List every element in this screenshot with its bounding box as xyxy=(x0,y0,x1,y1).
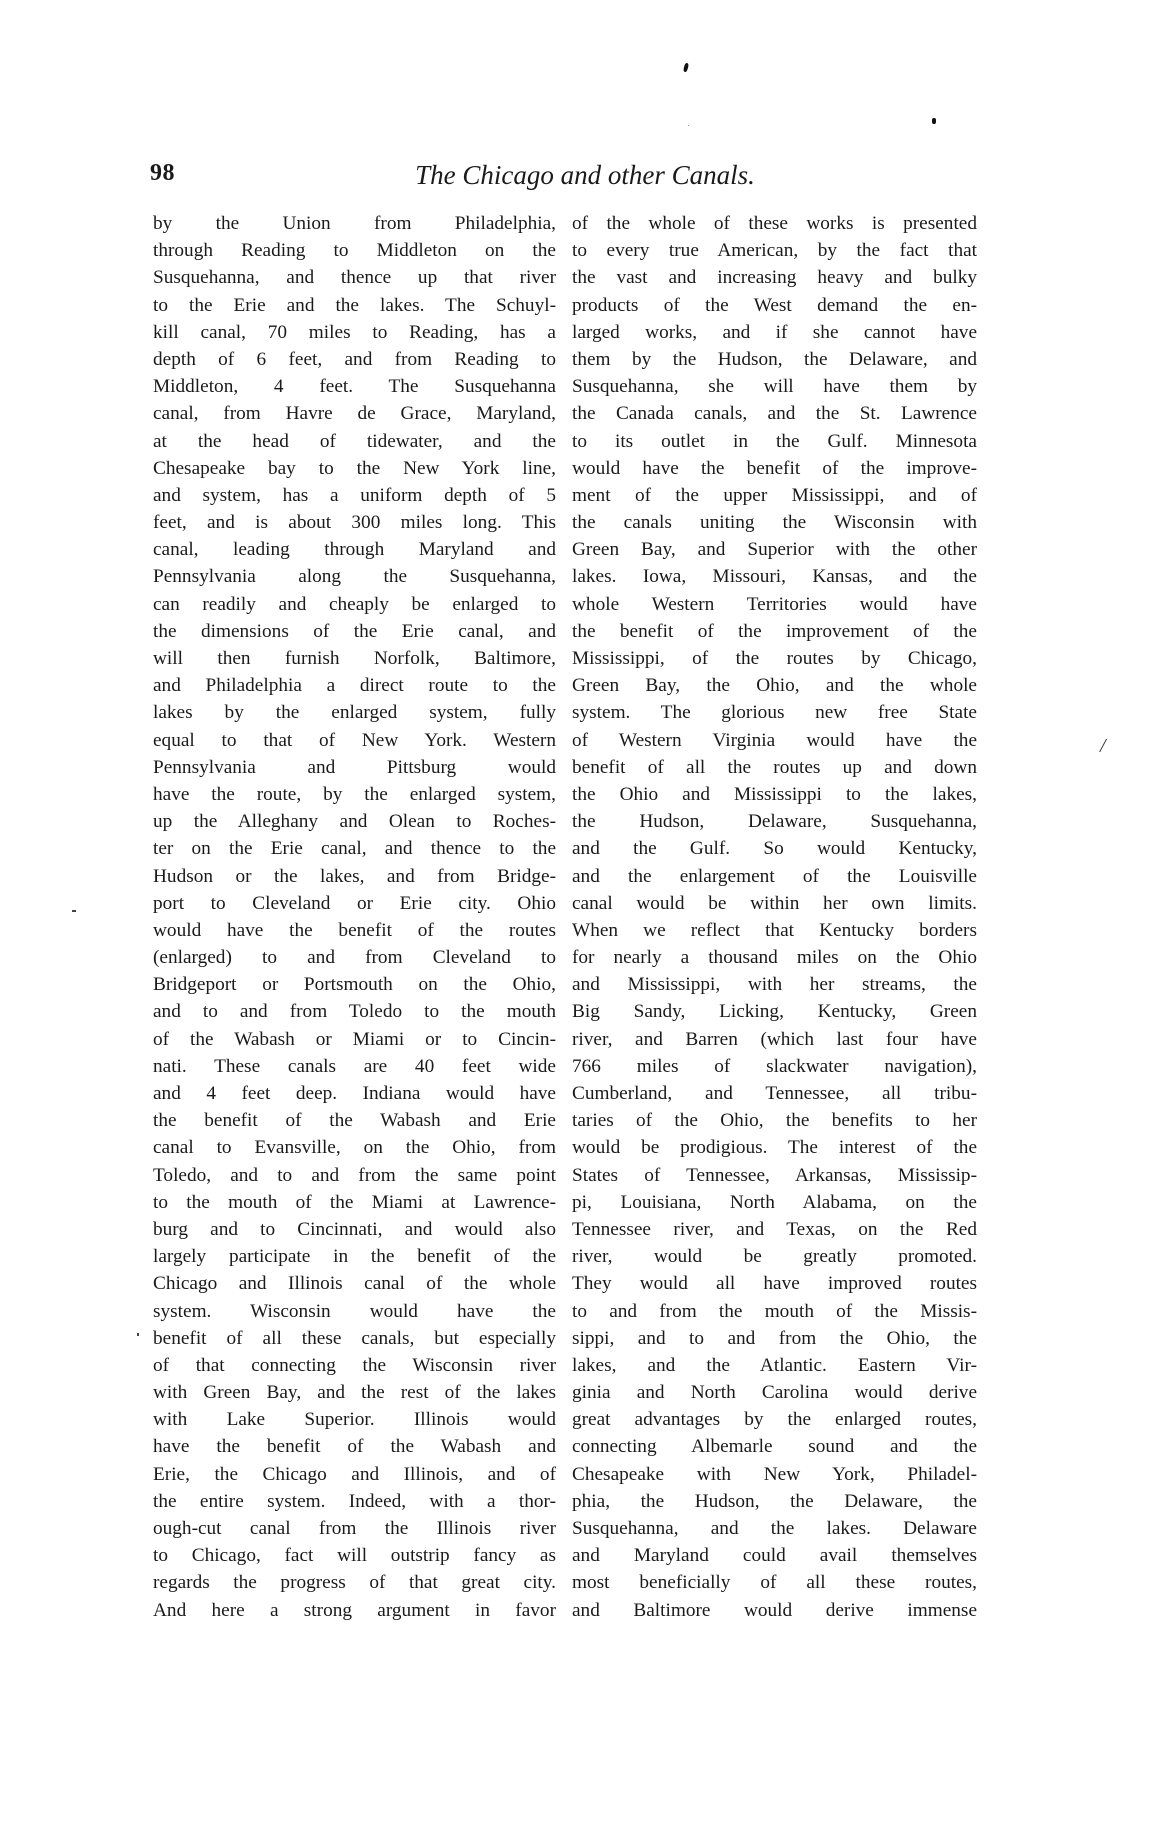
text-line: at the head of tidewater, and the xyxy=(153,430,556,452)
text-line: of Western Virginia would have the xyxy=(572,729,977,751)
text-line: feet, and is about 300 miles long. This xyxy=(153,512,556,534)
text-line: the canals uniting the Wisconsin with xyxy=(572,512,977,534)
text-line: ter on the Erie canal, and thence to the xyxy=(153,838,556,860)
text-line: nati. These canals are 40 feet wide xyxy=(153,1055,556,1077)
text-line: Pennsylvania and Pittsburg would xyxy=(153,756,556,778)
running-title: The Chicago and other Canals. xyxy=(415,160,755,190)
text-line: benefit of all these canals, but especially xyxy=(153,1327,556,1349)
text-line: to the Erie and the lakes. The Schuyl- xyxy=(153,294,556,316)
text-line: of the Wabash or Miami or to Cincin- xyxy=(153,1028,556,1050)
text-line: Chesapeake bay to the New York line, xyxy=(153,457,556,479)
text-line: and the enlargement of the Louisville xyxy=(572,865,977,887)
text-line: system. Wisconsin would have the xyxy=(153,1300,556,1322)
text-line: river, and Barren (which last four have xyxy=(572,1028,977,1050)
text-line: When we reflect that Kentucky borders xyxy=(572,919,977,941)
scan-speck xyxy=(932,118,936,124)
text-line: and to and from Toledo to the mouth xyxy=(153,1001,556,1023)
text-line: by the Union from Philadelphia, xyxy=(153,213,556,234)
text-line: canal, leading through Maryland and xyxy=(153,539,556,561)
text-line: sippi, and to and from the Ohio, the xyxy=(572,1327,977,1349)
text-line: through Reading to Middleton on the xyxy=(153,240,556,262)
text-line: largely participate in the benefit of the xyxy=(153,1246,556,1268)
text-line: lakes. Iowa, Missouri, Kansas, and the xyxy=(572,566,977,588)
text-line: most beneficially of all these routes, xyxy=(572,1572,977,1594)
page-number: 98 xyxy=(150,160,175,186)
text-line: system. The glorious new free State xyxy=(572,702,977,724)
text-line: would have the benefit of the improve- xyxy=(572,457,977,479)
left-column xyxy=(153,210,556,1624)
text-line: Mississippi, of the routes by Chicago, xyxy=(572,648,977,669)
text-line: Susquehanna, and thence up that river xyxy=(153,267,556,289)
scan-speck xyxy=(688,125,689,126)
text-line: up the Alleghany and Olean to Roches- xyxy=(153,811,556,833)
text-line: and 4 feet deep. Indiana would have xyxy=(153,1083,556,1104)
text-line: to and from the mouth of the Missis- xyxy=(572,1300,977,1322)
text-line: and system, has a uniform depth of 5 xyxy=(153,484,556,506)
text-line: Green Bay, the Ohio, and the whole xyxy=(572,675,977,697)
text-line: And here a strong argument in favor xyxy=(153,1599,556,1621)
text-line: the benefit of the improvement of the xyxy=(572,620,977,642)
text-line: of that connecting the Wisconsin river xyxy=(153,1354,556,1376)
text-line: products of the West demand the en- xyxy=(572,294,977,316)
text-line: ment of the upper Mississippi, and of xyxy=(572,484,977,506)
text-line: great advantages by the enlarged routes, xyxy=(572,1409,977,1431)
text-line: Tennessee river, and Texas, on the Red xyxy=(572,1218,977,1240)
text-line: the Hudson, Delaware, Susquehanna, xyxy=(572,811,977,833)
text-line: port to Cleveland or Erie city. Ohio xyxy=(153,892,556,914)
text-line: (enlarged) to and from Cleveland to xyxy=(153,947,556,969)
text-line: Middleton, 4 feet. The Susquehanna xyxy=(153,376,556,398)
text-line: Erie, the Chicago and Illinois, and of xyxy=(153,1463,556,1485)
text-line: benefit of all the routes up and down xyxy=(572,756,977,778)
page-header xyxy=(150,160,980,200)
text-line: of the whole of these works is presented xyxy=(572,213,977,234)
text-line: would be prodigious. The interest of the xyxy=(572,1137,977,1159)
text-line: Cumberland, and Tennessee, all tribu- xyxy=(572,1083,977,1104)
text-line: canal to Evansville, on the Ohio, from xyxy=(153,1137,556,1159)
scan-speck xyxy=(683,63,689,73)
text-line: with Green Bay, and the rest of the lakes xyxy=(153,1382,556,1404)
text-line: the vast and increasing heavy and bulky xyxy=(572,267,977,289)
text-line: Big Sandy, Licking, Kentucky, Green xyxy=(572,1001,977,1023)
text-line: to the mouth of the Miami at Lawrence- xyxy=(153,1191,556,1213)
text-line: Green Bay, and Superior with the other xyxy=(572,539,977,561)
text-line: can readily and cheaply be enlarged to xyxy=(153,593,556,615)
text-line: will then furnish Norfolk, Baltimore, xyxy=(153,648,556,669)
text-line: them by the Hudson, the Delaware, and xyxy=(572,348,977,370)
text-line: would have the benefit of the routes xyxy=(153,919,556,941)
text-line: States of Tennessee, Arkansas, Mississip- xyxy=(572,1164,977,1186)
text-line: Susquehanna, and the lakes. Delaware xyxy=(572,1518,977,1539)
text-line: the Canada canals, and the St. Lawrence xyxy=(572,403,977,425)
text-line: to Chicago, fact will outstrip fancy as xyxy=(153,1545,556,1567)
text-line: to its outlet in the Gulf. Minnesota xyxy=(572,430,977,452)
margin-pencil-mark: / xyxy=(1100,735,1106,757)
text-line: the Ohio and Mississippi to the lakes, xyxy=(572,783,977,805)
text-line: Susquehanna, she will have them by xyxy=(572,376,977,398)
text-line: and Baltimore would derive immense xyxy=(572,1599,977,1621)
text-line: phia, the Hudson, the Delaware, the xyxy=(572,1490,977,1512)
text-line: canal would be within her own limits. xyxy=(572,892,977,914)
text-line: regards the progress of that great city. xyxy=(153,1572,556,1594)
text-line: Pennsylvania along the Susquehanna, xyxy=(153,566,556,588)
text-line: canal, from Havre de Grace, Maryland, xyxy=(153,403,556,425)
text-line: and Mississippi, with her streams, the xyxy=(572,974,977,996)
text-line: burg and to Cincinnati, and would also xyxy=(153,1218,556,1240)
text-line: taries of the Ohio, the benefits to her xyxy=(572,1110,977,1132)
text-line: whole Western Territories would have xyxy=(572,593,977,615)
right-column xyxy=(572,210,977,1624)
text-line: and Maryland could avail themselves xyxy=(572,1545,977,1567)
scan-speck xyxy=(137,1333,139,1336)
text-line: equal to that of New York. Western xyxy=(153,729,556,751)
text-line: pi, Louisiana, North Alabama, on the xyxy=(572,1191,977,1213)
text-line: kill canal, 70 miles to Reading, has a xyxy=(153,321,556,343)
text-line: have the route, by the enlarged system, xyxy=(153,783,556,805)
text-line: ough-cut canal from the Illinois river xyxy=(153,1518,556,1539)
text-line: Hudson or the lakes, and from Bridge- xyxy=(153,865,556,887)
text-line: lakes, and the Atlantic. Eastern Vir- xyxy=(572,1354,977,1376)
text-line: and the Gulf. So would Kentucky, xyxy=(572,838,977,860)
text-line: the benefit of the Wabash and Erie xyxy=(153,1110,556,1132)
text-line: with Lake Superior. Illinois would xyxy=(153,1409,556,1431)
text-line: They would all have improved routes xyxy=(572,1273,977,1295)
text-line: Bridgeport or Portsmouth on the Ohio, xyxy=(153,974,556,996)
text-line: have the benefit of the Wabash and xyxy=(153,1436,556,1458)
text-line: ginia and North Carolina would derive xyxy=(572,1382,977,1404)
text-line: connecting Albemarle sound and the xyxy=(572,1436,977,1458)
text-line: lakes by the enlarged system, fully xyxy=(153,702,556,724)
text-line: 766 miles of slackwater navigation), xyxy=(572,1055,977,1077)
text-line: Chesapeake with New York, Philadel- xyxy=(572,1463,977,1485)
text-line: Chicago and Illinois canal of the whole xyxy=(153,1273,556,1295)
text-line: depth of 6 feet, and from Reading to xyxy=(153,348,556,370)
text-line: for nearly a thousand miles on the Ohio xyxy=(572,947,977,969)
scan-speck xyxy=(72,910,76,912)
text-line: larged works, and if she cannot have xyxy=(572,321,977,343)
text-line: river, would be greatly promoted. xyxy=(572,1246,977,1268)
text-line: Toledo, and to and from the same point xyxy=(153,1164,556,1186)
text-line: the entire system. Indeed, with a thor- xyxy=(153,1490,556,1512)
text-line: the dimensions of the Erie canal, and xyxy=(153,620,556,642)
text-line: and Philadelphia a direct route to the xyxy=(153,675,556,697)
text-line: to every true American, by the fact that xyxy=(572,240,977,262)
